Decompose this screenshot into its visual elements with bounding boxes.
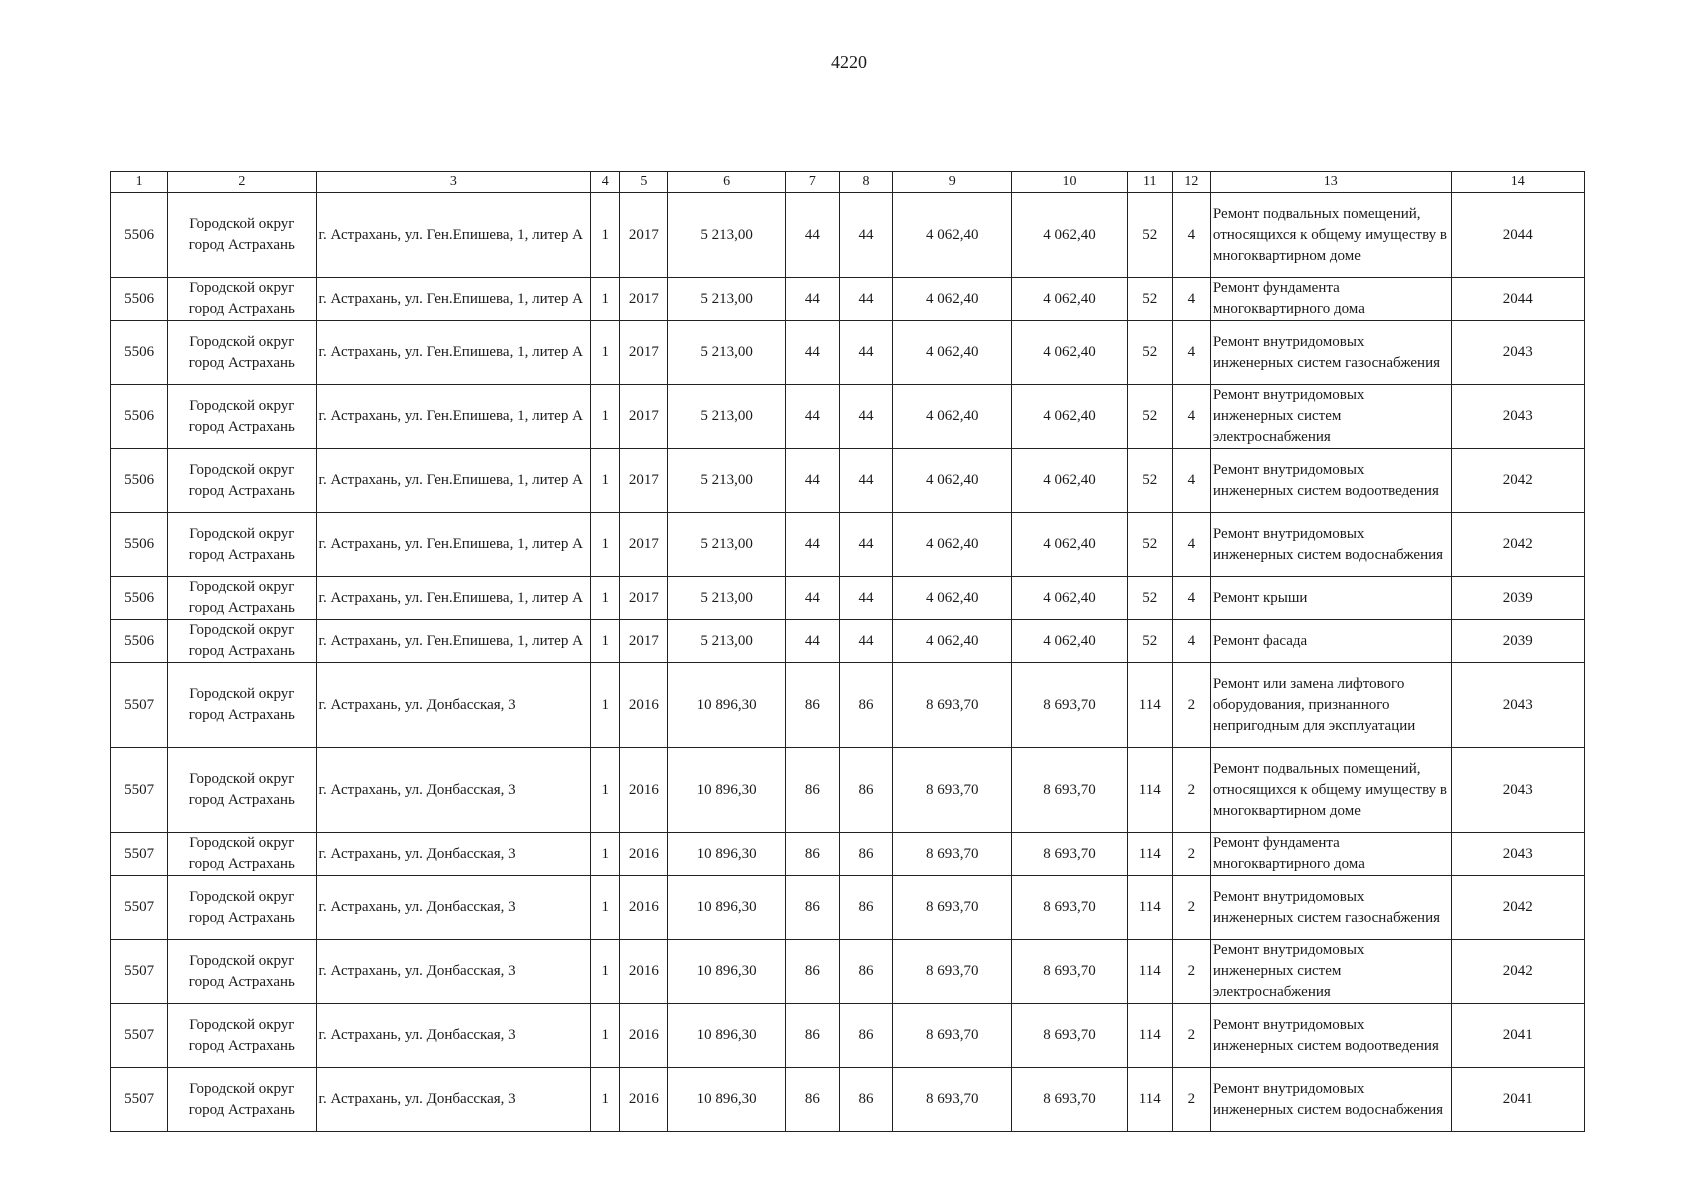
cell-municipality: Городской округ город Астрахань bbox=[168, 1004, 316, 1068]
table-body bbox=[111, 193, 1585, 1132]
column-header: 5 bbox=[620, 172, 668, 193]
cell-col-7: 44 bbox=[785, 577, 839, 620]
cell-area-total: 5 213,00 bbox=[668, 193, 785, 278]
cell-area-living: 4 062,40 bbox=[893, 513, 1012, 577]
cell-residents: 114 bbox=[1127, 940, 1172, 1004]
column-header: 3 bbox=[316, 172, 591, 193]
cell-planned-year: 2043 bbox=[1451, 385, 1584, 449]
cell-col-4: 1 bbox=[591, 321, 620, 385]
cell-planned-year: 2042 bbox=[1451, 513, 1584, 577]
cell-area-residential: 4 062,40 bbox=[1012, 385, 1127, 449]
cell-area-total: 5 213,00 bbox=[668, 513, 785, 577]
cell-col-8: 44 bbox=[839, 577, 892, 620]
cell-planned-year: 2039 bbox=[1451, 577, 1584, 620]
cell-record-id: 5506 bbox=[111, 385, 168, 449]
cell-col-4: 1 bbox=[591, 385, 620, 449]
cell-residents: 52 bbox=[1127, 620, 1172, 663]
cell-work-type: Ремонт внутридомовых инженерных систем электроснабжения bbox=[1210, 940, 1451, 1004]
cell-work-type: Ремонт или замена лифтового оборудования, признанного непригодным для эксплуатации bbox=[1210, 663, 1451, 748]
table-row bbox=[111, 876, 1585, 940]
cell-col-4: 1 bbox=[591, 748, 620, 833]
table-row bbox=[111, 577, 1585, 620]
cell-col-8: 86 bbox=[839, 876, 892, 940]
cell-year: 2016 bbox=[620, 833, 668, 876]
cell-municipality: Городской округ город Астрахань bbox=[168, 513, 316, 577]
cell-area-living: 8 693,70 bbox=[893, 876, 1012, 940]
cell-col-8: 44 bbox=[839, 278, 892, 321]
cell-col-12: 4 bbox=[1172, 577, 1210, 620]
cell-col-7: 44 bbox=[785, 193, 839, 278]
table-row bbox=[111, 1004, 1585, 1068]
cell-col-7: 86 bbox=[785, 1068, 839, 1132]
cell-year: 2017 bbox=[620, 278, 668, 321]
cell-col-8: 44 bbox=[839, 513, 892, 577]
cell-area-living: 4 062,40 bbox=[893, 620, 1012, 663]
cell-municipality: Городской округ город Астрахань bbox=[168, 278, 316, 321]
cell-col-4: 1 bbox=[591, 1068, 620, 1132]
column-header: 2 bbox=[168, 172, 316, 193]
page-number: 4220 bbox=[831, 52, 867, 72]
cell-area-total: 10 896,30 bbox=[668, 833, 785, 876]
cell-planned-year: 2044 bbox=[1451, 193, 1584, 278]
cell-work-type: Ремонт внутридомовых инженерных систем водоотведения bbox=[1210, 1004, 1451, 1068]
cell-col-8: 44 bbox=[839, 193, 892, 278]
cell-residents: 114 bbox=[1127, 663, 1172, 748]
cell-col-12: 2 bbox=[1172, 748, 1210, 833]
cell-municipality: Городской округ город Астрахань bbox=[168, 663, 316, 748]
cell-col-4: 1 bbox=[591, 278, 620, 321]
cell-planned-year: 2039 bbox=[1451, 620, 1584, 663]
cell-col-7: 86 bbox=[785, 1004, 839, 1068]
cell-planned-year: 2042 bbox=[1451, 876, 1584, 940]
cell-col-8: 86 bbox=[839, 833, 892, 876]
cell-col-4: 1 bbox=[591, 663, 620, 748]
cell-municipality: Городской округ город Астрахань bbox=[168, 620, 316, 663]
cell-area-residential: 4 062,40 bbox=[1012, 449, 1127, 513]
cell-area-total: 5 213,00 bbox=[668, 321, 785, 385]
cell-record-id: 5507 bbox=[111, 1068, 168, 1132]
cell-area-total: 10 896,30 bbox=[668, 1004, 785, 1068]
cell-municipality: Городской округ город Астрахань bbox=[168, 748, 316, 833]
cell-area-total: 10 896,30 bbox=[668, 940, 785, 1004]
cell-municipality: Городской округ город Астрахань bbox=[168, 577, 316, 620]
cell-area-living: 4 062,40 bbox=[893, 449, 1012, 513]
cell-col-4: 1 bbox=[591, 513, 620, 577]
cell-address: г. Астрахань, ул. Донбасская, 3 bbox=[316, 1004, 591, 1068]
cell-residents: 52 bbox=[1127, 577, 1172, 620]
cell-col-8: 86 bbox=[839, 1068, 892, 1132]
cell-record-id: 5506 bbox=[111, 513, 168, 577]
cell-municipality: Городской округ город Астрахань bbox=[168, 940, 316, 1004]
cell-planned-year: 2042 bbox=[1451, 449, 1584, 513]
table-row bbox=[111, 1068, 1585, 1132]
cell-col-4: 1 bbox=[591, 620, 620, 663]
cell-work-type: Ремонт фундамента многоквартирного дома bbox=[1210, 833, 1451, 876]
cell-year: 2017 bbox=[620, 620, 668, 663]
cell-col-7: 86 bbox=[785, 876, 839, 940]
cell-year: 2016 bbox=[620, 748, 668, 833]
cell-year: 2017 bbox=[620, 385, 668, 449]
cell-residents: 52 bbox=[1127, 321, 1172, 385]
table-row bbox=[111, 449, 1585, 513]
cell-municipality: Городской округ город Астрахань bbox=[168, 385, 316, 449]
cell-residents: 52 bbox=[1127, 513, 1172, 577]
cell-col-12: 2 bbox=[1172, 876, 1210, 940]
cell-area-living: 4 062,40 bbox=[893, 385, 1012, 449]
column-header: 9 bbox=[893, 172, 1012, 193]
cell-col-8: 44 bbox=[839, 620, 892, 663]
cell-municipality: Городской округ город Астрахань bbox=[168, 1068, 316, 1132]
cell-record-id: 5506 bbox=[111, 449, 168, 513]
table-row bbox=[111, 193, 1585, 278]
cell-planned-year: 2043 bbox=[1451, 663, 1584, 748]
cell-area-residential: 8 693,70 bbox=[1012, 748, 1127, 833]
cell-col-8: 44 bbox=[839, 449, 892, 513]
cell-record-id: 5507 bbox=[111, 876, 168, 940]
table-row bbox=[111, 940, 1585, 1004]
table-row bbox=[111, 513, 1585, 577]
cell-residents: 114 bbox=[1127, 1068, 1172, 1132]
cell-record-id: 5507 bbox=[111, 833, 168, 876]
cell-col-4: 1 bbox=[591, 1004, 620, 1068]
cell-col-12: 2 bbox=[1172, 940, 1210, 1004]
cell-col-4: 1 bbox=[591, 833, 620, 876]
cell-record-id: 5506 bbox=[111, 577, 168, 620]
cell-year: 2017 bbox=[620, 513, 668, 577]
cell-year: 2016 bbox=[620, 663, 668, 748]
cell-col-7: 86 bbox=[785, 663, 839, 748]
cell-work-type: Ремонт внутридомовых инженерных систем водоотведения bbox=[1210, 449, 1451, 513]
column-header: 14 bbox=[1451, 172, 1584, 193]
cell-address: г. Астрахань, ул. Донбасская, 3 bbox=[316, 1068, 591, 1132]
cell-record-id: 5506 bbox=[111, 620, 168, 663]
cell-area-residential: 4 062,40 bbox=[1012, 193, 1127, 278]
cell-work-type: Ремонт фундамента многоквартирного дома bbox=[1210, 278, 1451, 321]
cell-area-total: 10 896,30 bbox=[668, 1068, 785, 1132]
cell-residents: 114 bbox=[1127, 1004, 1172, 1068]
cell-col-4: 1 bbox=[591, 449, 620, 513]
cell-address: г. Астрахань, ул. Ген.Епишева, 1, литер А bbox=[316, 278, 591, 321]
cell-col-7: 44 bbox=[785, 321, 839, 385]
cell-col-4: 1 bbox=[591, 940, 620, 1004]
cell-area-living: 4 062,40 bbox=[893, 193, 1012, 278]
column-header: 6 bbox=[668, 172, 785, 193]
cell-address: г. Астрахань, ул. Донбасская, 3 bbox=[316, 663, 591, 748]
column-header: 13 bbox=[1210, 172, 1451, 193]
cell-col-4: 1 bbox=[591, 577, 620, 620]
cell-col-7: 44 bbox=[785, 449, 839, 513]
cell-col-12: 2 bbox=[1172, 663, 1210, 748]
cell-address: г. Астрахань, ул. Ген.Епишева, 1, литер А bbox=[316, 513, 591, 577]
column-header: 1 bbox=[111, 172, 168, 193]
cell-address: г. Астрахань, ул. Ген.Епишева, 1, литер А bbox=[316, 321, 591, 385]
cell-area-living: 8 693,70 bbox=[893, 1004, 1012, 1068]
cell-area-total: 5 213,00 bbox=[668, 449, 785, 513]
cell-area-residential: 4 062,40 bbox=[1012, 620, 1127, 663]
cell-col-12: 2 bbox=[1172, 833, 1210, 876]
cell-area-living: 8 693,70 bbox=[893, 748, 1012, 833]
cell-address: г. Астрахань, ул. Ген.Епишева, 1, литер А bbox=[316, 193, 591, 278]
cell-residents: 114 bbox=[1127, 748, 1172, 833]
cell-area-living: 8 693,70 bbox=[893, 833, 1012, 876]
table-row bbox=[111, 748, 1585, 833]
cell-municipality: Городской округ город Астрахань bbox=[168, 876, 316, 940]
cell-year: 2016 bbox=[620, 1004, 668, 1068]
cell-col-7: 44 bbox=[785, 513, 839, 577]
cell-area-living: 4 062,40 bbox=[893, 278, 1012, 321]
cell-work-type: Ремонт крыши bbox=[1210, 577, 1451, 620]
cell-col-12: 2 bbox=[1172, 1068, 1210, 1132]
cell-area-residential: 4 062,40 bbox=[1012, 321, 1127, 385]
cell-area-living: 8 693,70 bbox=[893, 940, 1012, 1004]
cell-col-12: 4 bbox=[1172, 193, 1210, 278]
table-row bbox=[111, 833, 1585, 876]
table-row bbox=[111, 663, 1585, 748]
cell-address: г. Астрахань, ул. Ген.Епишева, 1, литер А bbox=[316, 620, 591, 663]
cell-planned-year: 2041 bbox=[1451, 1004, 1584, 1068]
cell-residents: 52 bbox=[1127, 278, 1172, 321]
cell-address: г. Астрахань, ул. Ген.Епишева, 1, литер А bbox=[316, 577, 591, 620]
table-header bbox=[111, 172, 1585, 193]
cell-address: г. Астрахань, ул. Донбасская, 3 bbox=[316, 748, 591, 833]
column-header: 7 bbox=[785, 172, 839, 193]
cell-col-4: 1 bbox=[591, 876, 620, 940]
cell-year: 2016 bbox=[620, 940, 668, 1004]
cell-work-type: Ремонт внутридомовых инженерных систем газоснабжения bbox=[1210, 876, 1451, 940]
registry-table bbox=[110, 171, 1585, 1132]
cell-col-4: 1 bbox=[591, 193, 620, 278]
cell-address: г. Астрахань, ул. Ген.Епишева, 1, литер А bbox=[316, 385, 591, 449]
cell-record-id: 5507 bbox=[111, 663, 168, 748]
cell-col-7: 44 bbox=[785, 620, 839, 663]
cell-area-living: 4 062,40 bbox=[893, 577, 1012, 620]
cell-year: 2017 bbox=[620, 193, 668, 278]
cell-record-id: 5507 bbox=[111, 1004, 168, 1068]
cell-address: г. Астрахань, ул. Донбасская, 3 bbox=[316, 876, 591, 940]
cell-planned-year: 2041 bbox=[1451, 1068, 1584, 1132]
cell-area-total: 10 896,30 bbox=[668, 876, 785, 940]
table-row bbox=[111, 620, 1585, 663]
cell-year: 2017 bbox=[620, 449, 668, 513]
cell-col-12: 4 bbox=[1172, 385, 1210, 449]
column-header: 4 bbox=[591, 172, 620, 193]
cell-planned-year: 2044 bbox=[1451, 278, 1584, 321]
cell-col-8: 86 bbox=[839, 1004, 892, 1068]
cell-work-type: Ремонт внутридомовых инженерных систем водоснабжения bbox=[1210, 513, 1451, 577]
cell-address: г. Астрахань, ул. Донбасская, 3 bbox=[316, 833, 591, 876]
cell-address: г. Астрахань, ул. Ген.Епишева, 1, литер А bbox=[316, 449, 591, 513]
cell-planned-year: 2042 bbox=[1451, 940, 1584, 1004]
cell-col-12: 4 bbox=[1172, 321, 1210, 385]
cell-col-8: 86 bbox=[839, 748, 892, 833]
cell-area-residential: 8 693,70 bbox=[1012, 1004, 1127, 1068]
cell-col-12: 4 bbox=[1172, 513, 1210, 577]
cell-work-type: Ремонт подвальных помещений, относящихся к общему имуществу в многоквартирном доме bbox=[1210, 748, 1451, 833]
cell-work-type: Ремонт внутридомовых инженерных систем электроснабжения bbox=[1210, 385, 1451, 449]
cell-col-8: 86 bbox=[839, 940, 892, 1004]
cell-area-total: 10 896,30 bbox=[668, 663, 785, 748]
cell-area-total: 10 896,30 bbox=[668, 748, 785, 833]
table-row bbox=[111, 321, 1585, 385]
cell-record-id: 5506 bbox=[111, 321, 168, 385]
cell-col-7: 44 bbox=[785, 385, 839, 449]
cell-year: 2016 bbox=[620, 876, 668, 940]
cell-col-12: 4 bbox=[1172, 449, 1210, 513]
cell-col-7: 86 bbox=[785, 748, 839, 833]
cell-area-residential: 8 693,70 bbox=[1012, 1068, 1127, 1132]
cell-work-type: Ремонт фасада bbox=[1210, 620, 1451, 663]
cell-residents: 114 bbox=[1127, 876, 1172, 940]
cell-col-8: 86 bbox=[839, 663, 892, 748]
cell-planned-year: 2043 bbox=[1451, 833, 1584, 876]
cell-area-residential: 8 693,70 bbox=[1012, 940, 1127, 1004]
cell-area-total: 5 213,00 bbox=[668, 620, 785, 663]
cell-col-7: 44 bbox=[785, 278, 839, 321]
cell-residents: 52 bbox=[1127, 449, 1172, 513]
cell-col-7: 86 bbox=[785, 833, 839, 876]
column-header: 10 bbox=[1012, 172, 1127, 193]
cell-col-7: 86 bbox=[785, 940, 839, 1004]
cell-area-residential: 4 062,40 bbox=[1012, 278, 1127, 321]
cell-area-total: 5 213,00 bbox=[668, 278, 785, 321]
cell-area-total: 5 213,00 bbox=[668, 385, 785, 449]
cell-area-living: 4 062,40 bbox=[893, 321, 1012, 385]
cell-record-id: 5507 bbox=[111, 748, 168, 833]
column-header: 12 bbox=[1172, 172, 1210, 193]
cell-area-living: 8 693,70 bbox=[893, 663, 1012, 748]
cell-residents: 52 bbox=[1127, 385, 1172, 449]
cell-col-8: 44 bbox=[839, 385, 892, 449]
cell-col-12: 4 bbox=[1172, 278, 1210, 321]
cell-planned-year: 2043 bbox=[1451, 748, 1584, 833]
cell-area-residential: 4 062,40 bbox=[1012, 513, 1127, 577]
cell-col-8: 44 bbox=[839, 321, 892, 385]
cell-municipality: Городской округ город Астрахань bbox=[168, 449, 316, 513]
cell-area-living: 8 693,70 bbox=[893, 1068, 1012, 1132]
cell-col-12: 2 bbox=[1172, 1004, 1210, 1068]
column-header: 11 bbox=[1127, 172, 1172, 193]
cell-record-id: 5506 bbox=[111, 278, 168, 321]
cell-area-residential: 8 693,70 bbox=[1012, 876, 1127, 940]
cell-address: г. Астрахань, ул. Донбасская, 3 bbox=[316, 940, 591, 1004]
cell-year: 2017 bbox=[620, 321, 668, 385]
cell-area-residential: 4 062,40 bbox=[1012, 577, 1127, 620]
cell-municipality: Городской округ город Астрахань bbox=[168, 193, 316, 278]
cell-col-12: 4 bbox=[1172, 620, 1210, 663]
cell-year: 2016 bbox=[620, 1068, 668, 1132]
cell-work-type: Ремонт подвальных помещений, относящихся к общему имуществу в многоквартирном доме bbox=[1210, 193, 1451, 278]
cell-area-residential: 8 693,70 bbox=[1012, 833, 1127, 876]
cell-work-type: Ремонт внутридомовых инженерных систем газоснабжения bbox=[1210, 321, 1451, 385]
cell-planned-year: 2043 bbox=[1451, 321, 1584, 385]
cell-residents: 52 bbox=[1127, 193, 1172, 278]
cell-municipality: Городской округ город Астрахань bbox=[168, 321, 316, 385]
table-row bbox=[111, 278, 1585, 321]
cell-record-id: 5507 bbox=[111, 940, 168, 1004]
cell-area-residential: 8 693,70 bbox=[1012, 663, 1127, 748]
cell-work-type: Ремонт внутридомовых инженерных систем водоснабжения bbox=[1210, 1068, 1451, 1132]
cell-municipality: Городской округ город Астрахань bbox=[168, 833, 316, 876]
column-header: 8 bbox=[839, 172, 892, 193]
cell-residents: 114 bbox=[1127, 833, 1172, 876]
table-row bbox=[111, 385, 1585, 449]
cell-area-total: 5 213,00 bbox=[668, 577, 785, 620]
cell-record-id: 5506 bbox=[111, 193, 168, 278]
cell-year: 2017 bbox=[620, 577, 668, 620]
header-row bbox=[111, 172, 1585, 193]
